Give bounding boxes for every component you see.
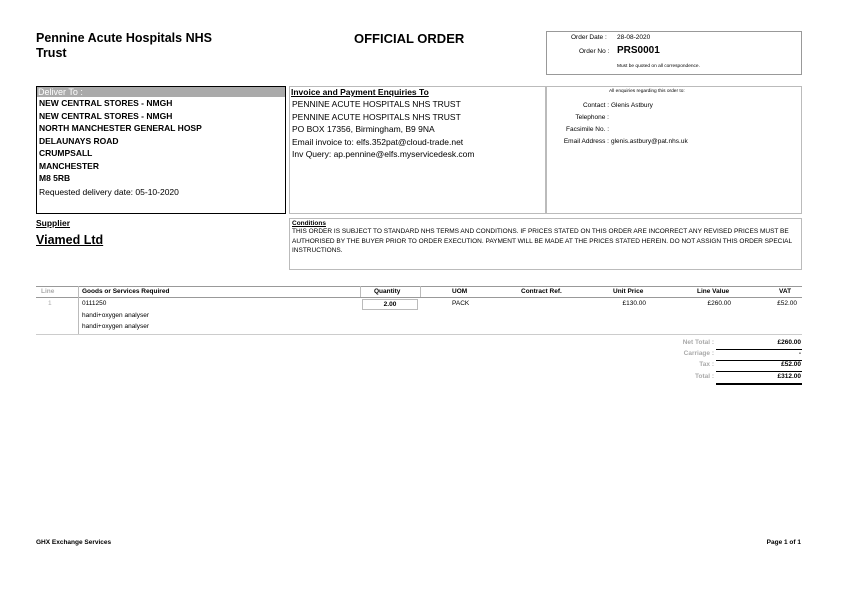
- footer-page-number: Page 1 of 1: [766, 539, 801, 546]
- conditions-box: [289, 218, 802, 270]
- order-no: PRS0001: [617, 45, 660, 56]
- col-header-line: Line: [41, 288, 55, 295]
- deliver-line: M8 5RB: [39, 173, 71, 183]
- deliver-line: MANCHESTER: [39, 160, 99, 171]
- requested-delivery: [37, 187, 285, 197]
- deliver-line: NEW CENTRAL STORES - NMGH: [39, 110, 173, 121]
- fax-label: Facsimile No. :: [566, 126, 609, 133]
- email-value: glenis.astbury@pat.nhs.uk: [611, 138, 688, 145]
- quote-note: Must be quoted on all correspondence.: [617, 64, 700, 69]
- contact-box: [546, 86, 802, 214]
- col-header-line-value: Line Value: [697, 288, 730, 295]
- invoice-heading: Invoice and Payment Enquiries To: [291, 87, 429, 97]
- col-header-vat: VAT: [779, 288, 792, 295]
- trust-name-line2: Trust: [36, 46, 67, 60]
- row-uom: PACK: [452, 300, 470, 307]
- order-no-label: Order No :: [579, 48, 610, 55]
- invoice-line: Email invoice to: elfs.352pat@cloud-trade.net: [292, 136, 464, 147]
- net-total-label: Net Total :: [682, 339, 714, 346]
- deliver-heading: Deliver To :: [37, 87, 285, 97]
- col-header-contract: Contract Ref.: [521, 288, 562, 295]
- invoice-line: PO BOX 17356, Birmingham, B9 9NA: [292, 124, 435, 134]
- row-quantity: 2.00: [383, 301, 397, 308]
- carriage-value: -: [798, 350, 801, 357]
- requested-label: Requested delivery date:: [39, 186, 134, 197]
- conditions-heading: Conditions: [292, 220, 326, 227]
- row-line-number: 1: [48, 300, 52, 307]
- telephone-label: Telephone :: [575, 114, 609, 121]
- invoice-line: Inv Query: ap.pennine@elfs.myservicedesk.com: [292, 149, 475, 159]
- requested-date: 05-10-2020: [135, 186, 179, 197]
- contact-note: All enquiries regarding this order to:: [609, 89, 685, 94]
- invoice-line: PENNINE ACUTE HOSPITALS NHS TRUST: [292, 111, 461, 122]
- col-header-uom: UOM: [452, 288, 468, 295]
- row-desc1: handi+oxygen analyser: [82, 312, 150, 319]
- doc-title: OFFICIAL ORDER: [354, 31, 465, 46]
- row-line-value: £260.00: [707, 300, 731, 307]
- row-quantity-box: [362, 299, 418, 310]
- tax-value: £52.00: [781, 361, 801, 368]
- footer-left: GHX Exchange Services: [36, 539, 112, 546]
- invoice-line: PENNINE ACUTE HOSPITALS NHS TRUST: [292, 99, 461, 109]
- carriage-label: Carriage :: [683, 350, 714, 357]
- col-header-goods: Goods or Services Required: [82, 288, 170, 295]
- row-vat: £52.00: [777, 300, 797, 307]
- col-header-quantity: Quantity: [374, 288, 401, 295]
- conditions-text: THIS ORDER IS SUBJECT TO STANDARD NHS TERMS AND CONDITIONS. IF PRICES STATED ON THIS ORDER ARE INCORRECT ANY REVISED PRICES MUST BE AUTHORISED BY THE BUYER PRIOR TO ORDER EXECUTION. PAYMENT WILL BE MADE AT THE PRICES STATED HEREIN. DO NOT ASSIGN THIS ORDER SPECIAL INSTRUCTIONS.: [292, 228, 792, 254]
- order-date-label: Order Date :: [571, 34, 607, 41]
- order-info-box: [546, 31, 802, 75]
- deliver-line: NEW CENTRAL STORES - NMGH: [39, 98, 173, 108]
- tax-label: Tax :: [699, 361, 714, 368]
- col-header-unit-price: Unit Price: [613, 288, 644, 295]
- deliver-line: NORTH MANCHESTER GENERAL HOSP: [39, 123, 202, 133]
- net-total-value: £260.00: [777, 339, 801, 346]
- email-label: Email Address :: [563, 138, 609, 145]
- deliver-line: DELAUNAYS ROAD: [39, 135, 119, 146]
- deliver-line: CRUMPSALL: [39, 148, 93, 158]
- contact-label: Contact :: [582, 102, 609, 109]
- trust-name-line1: Pennine Acute Hospitals NHS: [36, 31, 212, 45]
- total-value: £312.00: [777, 373, 801, 380]
- invoice-box: [289, 86, 546, 214]
- supplier-heading: Supplier: [36, 218, 71, 228]
- row-code: 0111250: [82, 300, 107, 307]
- deliver-box: [36, 86, 286, 214]
- total-label: Total :: [694, 373, 714, 380]
- supplier-name: Viamed Ltd: [36, 233, 104, 247]
- row-unit-price: £130.00: [622, 300, 646, 307]
- contact-value: Glenis Astbury: [611, 102, 653, 109]
- row-desc2: handi+oxygen analyser: [82, 323, 150, 330]
- order-date: 28-08-2020: [617, 34, 651, 41]
- trust-name: [36, 31, 212, 61]
